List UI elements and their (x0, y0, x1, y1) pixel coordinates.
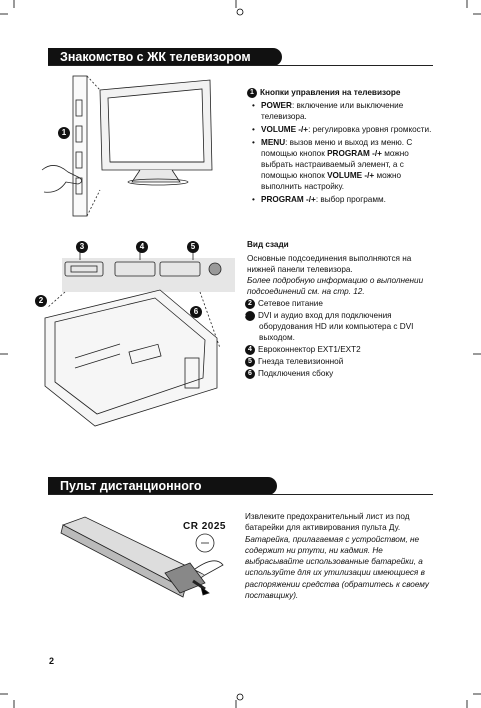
rear-intro: Основные подсоединения выполняются на нижней панели телевизора. (247, 254, 412, 274)
controls-heading: Кнопки управления на телевизоре (260, 88, 401, 97)
bullet-power: • POWER: включение или выключение телевизора. (247, 100, 432, 122)
rear-item-2: 2 Сетевое питание (247, 298, 437, 309)
battery-label: CR 2025 (183, 521, 226, 532)
remote-illustration (55, 505, 235, 605)
callout-1-text: 1 (247, 88, 257, 98)
controls-block (247, 87, 432, 207)
bullet-program: • PROGRAM -/+: выбор программ. (247, 194, 432, 205)
remote-instruction: Извлеките предохранительный лист из под батарейки для активирования пульта Ду. (245, 512, 410, 533)
section-title-tv: Знакомство с ЖК телевизором (48, 48, 282, 66)
rear-item-3: 3 DVI и аудио вход для подключения оборудования HD или компьютера с DVI выходом. (242, 311, 414, 342)
rear-reference: Более подробную информацию о выполнении подсоединений см. на стр. 12. (247, 276, 424, 296)
bullet-menu: • MENU: вызов меню и выход из меню. С помощью кнопок PROGRAM -/+ можно выбрать настраиваемый элемент, а с помощью кнопок VOLUME -/+ можно выполнить настройку. (247, 137, 432, 192)
rear-heading: Вид сзади (247, 240, 289, 249)
rear-item-6: 6 Подключения сбоку (247, 368, 437, 379)
section-rule-2 (48, 494, 433, 495)
page-number: 2 (49, 656, 55, 666)
callout-3: 3 (76, 238, 91, 256)
callout-1: 1 (58, 124, 73, 142)
callout-5: 5 (187, 238, 202, 256)
callout-4: 4 (136, 238, 151, 256)
section-title-remote: Пульт дистанционного управления (48, 477, 277, 495)
tv-rear-illustration (35, 238, 235, 438)
section-rule (48, 65, 433, 66)
rear-item-5: 5 Гнезда телевизионной (247, 356, 437, 367)
remote-block (245, 511, 440, 601)
rear-item-4: 4 Евроконнектор EXT1/EXT2 (247, 344, 437, 355)
callout-2: 2 (35, 292, 50, 310)
bullet-volume: • VOLUME -/+: регулировка уровня громкости. (247, 124, 432, 135)
remote-note: Батарейка, прилагаемая с устройством, не содержит ни ртути, ни кадмия. Не выбрасывайте использованные батарейки, а используйте для их утилизации имеющиеся в распоряжении средства (обратитесь к своему поставщику). (245, 534, 429, 601)
callout-6: 6 (190, 303, 205, 321)
tv-front-illustration (40, 70, 240, 220)
rear-block (242, 239, 437, 380)
